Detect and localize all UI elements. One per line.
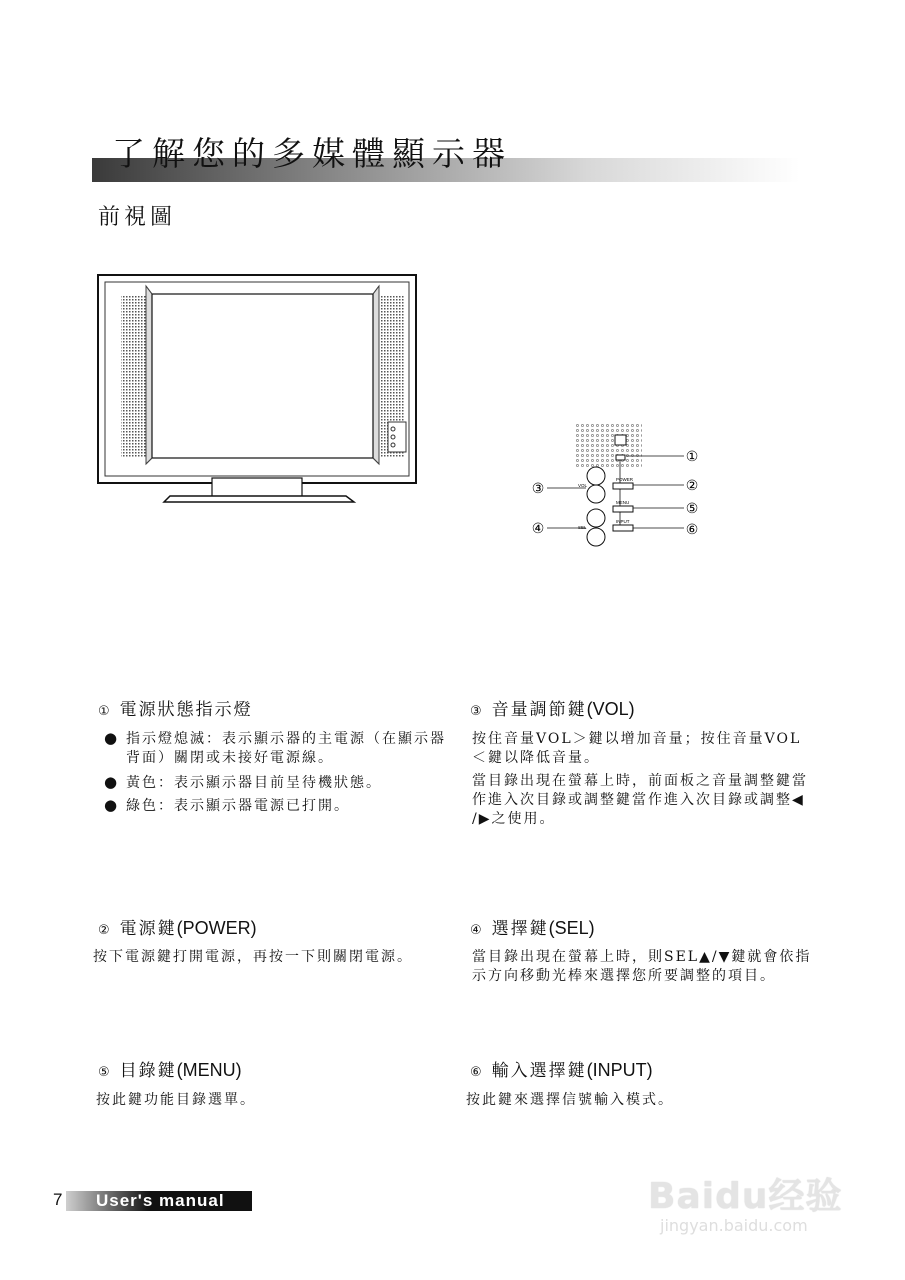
input-label: INPUT bbox=[616, 519, 630, 524]
section-1-body bbox=[104, 730, 456, 816]
section-6-body: 按此鍵來選擇信號輸入模式。 bbox=[466, 1092, 674, 1108]
footer-manual-label: User's manual bbox=[96, 1191, 225, 1210]
section-4-heading bbox=[470, 914, 595, 939]
section-5-body: 按此鍵功能目錄選單。 bbox=[96, 1092, 256, 1108]
section-3-paragraph-1: 按住音量VOL＞鍵以增加音量；按住音量VOL＜鍵以降低音量。 bbox=[472, 731, 802, 766]
monitor-screen bbox=[152, 294, 373, 458]
section-1-bullet-off: ● 指示燈熄滅：表示顯示器的主電源（在顯示器背面）關閉或未接好電源線。 bbox=[104, 730, 456, 768]
section-6-title: 輸入選擇鍵 bbox=[491, 1061, 587, 1081]
indicator-window bbox=[615, 435, 626, 445]
section-2-title: 電源鍵 bbox=[119, 919, 177, 939]
section-6-title-en: (INPUT) bbox=[586, 1060, 653, 1080]
section-2-number: ② bbox=[98, 923, 112, 938]
monitor-stand-base bbox=[164, 496, 354, 502]
section-5-number: ⑤ bbox=[98, 1065, 112, 1080]
section-2-body: 按下電源鍵打開電源，再按一下則關閉電源。 bbox=[93, 949, 413, 965]
section-5-heading bbox=[98, 1056, 242, 1081]
section-2-heading bbox=[98, 914, 257, 939]
section-5-title-en: (MENU) bbox=[176, 1060, 242, 1080]
callout-4: ④ bbox=[531, 521, 545, 537]
baidu-watermark-url: jingyan.baidu.com bbox=[660, 1216, 808, 1235]
vol-label: VOL bbox=[578, 483, 588, 488]
section-1-heading bbox=[98, 695, 253, 720]
section-1-bullet-green: ● 綠色：表示顯示器電源已打開。 bbox=[104, 797, 456, 816]
callout-3: ③ bbox=[531, 481, 545, 497]
speaker-grille-detail bbox=[576, 422, 642, 468]
vol-up-button bbox=[587, 467, 605, 485]
page-number: 7 bbox=[53, 1190, 63, 1209]
section-4-body: 當目錄出現在螢幕上時，則SEL▲/▼鍵就會依指示方向移動光棒來選擇您所要調整的項目。 bbox=[472, 949, 812, 984]
callout-6: ⑥ bbox=[685, 522, 699, 538]
vol-down-button bbox=[587, 485, 605, 503]
section-4-number: ④ bbox=[470, 923, 484, 938]
section-5-title: 目錄鍵 bbox=[119, 1061, 177, 1081]
section-3-body bbox=[472, 730, 812, 829]
section-6-heading bbox=[470, 1056, 653, 1081]
section-6-number: ⑥ bbox=[470, 1065, 484, 1080]
section-1-number: ① bbox=[98, 704, 112, 719]
section-3-number: ③ bbox=[470, 704, 484, 719]
baidu-watermark: Baidu经验 bbox=[648, 1176, 843, 1217]
menu-button bbox=[613, 506, 633, 512]
section-4-title: 選擇鍵 bbox=[491, 919, 549, 939]
section-2-title-en: (POWER) bbox=[176, 918, 257, 938]
callout-5: ⑤ bbox=[685, 501, 699, 517]
callout-2: ② bbox=[685, 478, 699, 494]
section-3-title: 音量調節鍵 bbox=[491, 700, 587, 720]
power-button bbox=[613, 483, 633, 489]
section-4-title-en: (SEL) bbox=[548, 918, 595, 938]
section-1-title: 電源狀態指示燈 bbox=[119, 700, 253, 720]
sel-down-button bbox=[587, 528, 605, 546]
section-3-heading bbox=[470, 695, 635, 720]
sel-label: SEL bbox=[578, 525, 587, 530]
callout-1: ① bbox=[685, 449, 699, 465]
section-1-bullet-yellow: ● 黃色：表示顯示器目前呈待機狀態。 bbox=[104, 774, 456, 793]
sel-up-button bbox=[587, 509, 605, 527]
section-3-title-en: (VOL) bbox=[586, 699, 635, 719]
menu-label: MENU bbox=[616, 500, 630, 505]
monitor-front-illustration bbox=[96, 272, 422, 504]
monitor-stand-neck bbox=[212, 478, 302, 498]
page-subtitle: 前視圖 bbox=[98, 205, 177, 230]
power-label: POWER bbox=[616, 477, 634, 482]
control-panel-diagram bbox=[520, 418, 720, 548]
section-3-paragraph-2: 當目錄出現在螢幕上時，前面板之音量調整鍵當作進入次目錄或調整鍵當作進入次目錄或調整◀ /▶之使用。 bbox=[472, 773, 808, 827]
page-title: 了解您的多媒體顯示器 bbox=[112, 134, 512, 173]
input-button bbox=[613, 525, 633, 531]
